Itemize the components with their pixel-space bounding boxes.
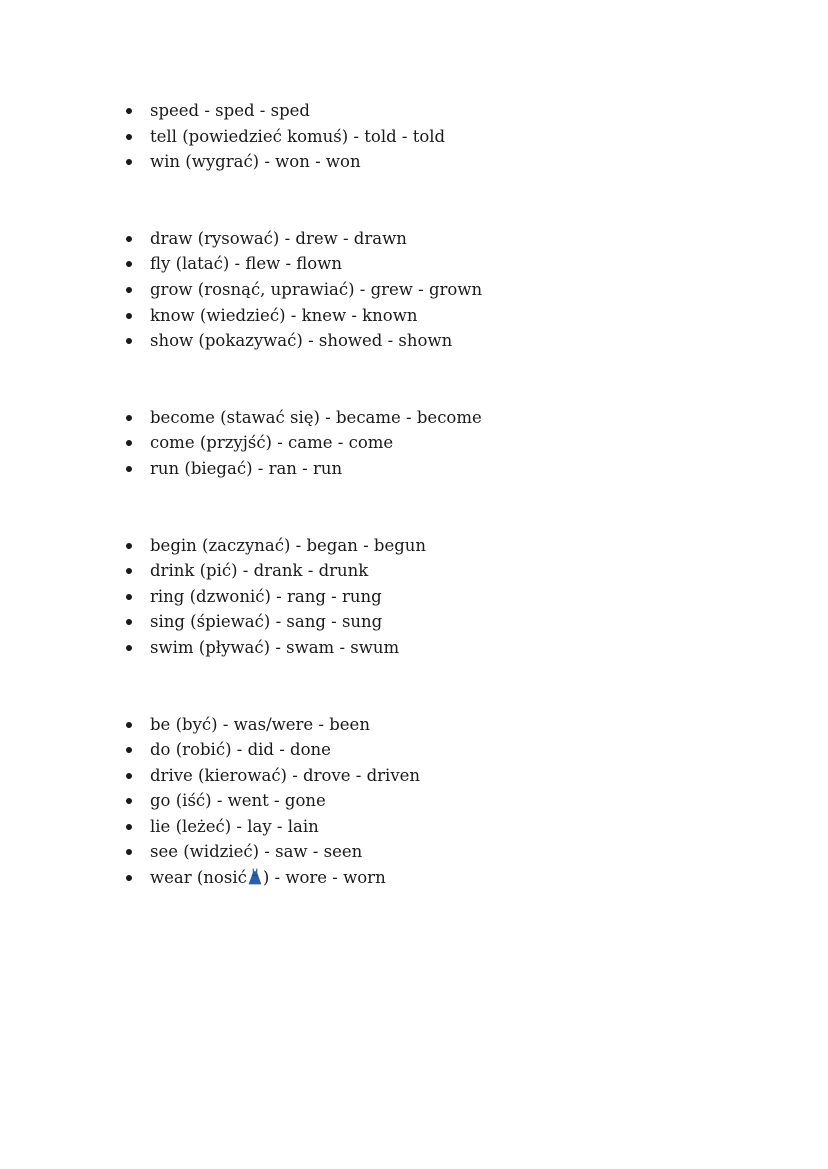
list-item-text: show (pokazywać) - showed - shown xyxy=(150,331,453,351)
list-item-text: know (wiedzieć) - knew - known xyxy=(150,305,418,325)
bullet-icon xyxy=(126,594,132,600)
list-item-text: do (robić) - did - done xyxy=(150,740,331,760)
list-item xyxy=(124,251,724,277)
verb-group-2 xyxy=(124,226,724,354)
bullet-icon xyxy=(126,773,132,779)
bullet-icon xyxy=(126,415,132,421)
list-item-text: speed - sped - sped xyxy=(150,101,310,120)
list-item-text: be (być) - was/were - been xyxy=(150,714,370,734)
list-item xyxy=(124,303,724,329)
bullet-icon xyxy=(126,108,132,114)
list-item xyxy=(124,149,724,175)
list-item xyxy=(124,226,724,252)
list-item xyxy=(124,456,724,482)
list-item-text: go (iść) - went - gone xyxy=(150,791,326,811)
list-item-text: run (biegać) - ran - run xyxy=(150,458,343,478)
list-item-text: draw (rysować) - drew - drawn xyxy=(150,228,407,248)
list-item-text: win (wygrać) - won - won xyxy=(150,152,361,172)
list-item xyxy=(124,635,724,661)
verb-group-5 xyxy=(124,712,724,891)
bullet-icon xyxy=(126,159,132,165)
dress-icon xyxy=(248,868,262,885)
list-item-text: sing (śpiewać) - sang - sung xyxy=(150,612,383,632)
bullet-icon xyxy=(126,287,132,293)
bullet-icon xyxy=(126,261,132,267)
list-item xyxy=(124,533,724,559)
list-item-text-before-icon: wear (nosić xyxy=(150,868,247,888)
list-item xyxy=(124,839,724,865)
bullet-icon xyxy=(126,313,132,319)
list-item-text-after-icon: ) - wore - worn xyxy=(262,868,386,888)
verb-group-4 xyxy=(124,533,724,661)
list-item xyxy=(124,405,724,431)
list-item xyxy=(124,277,724,303)
bullet-icon xyxy=(126,645,132,651)
bullet-icon xyxy=(126,543,132,549)
bullet-icon xyxy=(126,568,132,574)
list-item-text: become (stawać się) - became - become xyxy=(150,407,482,427)
list-item-text: ring (dzwonić) - rang - rung xyxy=(150,586,382,606)
verb-group-3 xyxy=(124,405,724,482)
verb-list xyxy=(124,98,724,942)
list-item xyxy=(124,584,724,610)
bullet-icon xyxy=(126,875,132,881)
bullet-icon xyxy=(126,722,132,728)
bullet-icon xyxy=(126,747,132,753)
bullet-icon xyxy=(126,619,132,625)
bullet-icon xyxy=(126,236,132,242)
list-item xyxy=(124,814,724,840)
list-item xyxy=(124,328,724,354)
list-item-text: grow (rosnąć, uprawiać) - grew - grown xyxy=(150,279,483,299)
list-item xyxy=(124,609,724,635)
list-item xyxy=(124,737,724,763)
list-item-text: fly (latać) - flew - flown xyxy=(150,254,342,274)
list-item xyxy=(124,124,724,150)
list-item xyxy=(124,865,724,891)
list-item-text: lie (leżeć) - lay - lain xyxy=(150,816,319,836)
bullet-icon xyxy=(126,440,132,446)
bullet-icon xyxy=(126,849,132,855)
list-item xyxy=(124,558,724,584)
list-item xyxy=(124,712,724,738)
list-item-text: tell (powiedzieć komuś) - told - told xyxy=(150,126,446,146)
verb-group-1 xyxy=(124,98,724,175)
list-item-text: drive (kierować) - drove - driven xyxy=(150,765,421,785)
list-item-text: drink (pić) - drank - drunk xyxy=(150,561,369,581)
list-item xyxy=(124,763,724,789)
bullet-icon xyxy=(126,134,132,140)
list-item xyxy=(124,788,724,814)
list-item-text: begin (zaczynać) - began - begun xyxy=(150,535,427,555)
list-item-text: come (przyjść) - came - come xyxy=(150,433,394,453)
bullet-icon xyxy=(126,798,132,804)
list-item xyxy=(124,430,724,456)
list-item-text: see (widzieć) - saw - seen xyxy=(150,842,363,862)
bullet-icon xyxy=(126,824,132,830)
list-item xyxy=(124,98,724,124)
bullet-icon xyxy=(126,338,132,344)
bullet-icon xyxy=(126,466,132,472)
list-item-text: swim (pływać) - swam - swum xyxy=(150,637,400,657)
